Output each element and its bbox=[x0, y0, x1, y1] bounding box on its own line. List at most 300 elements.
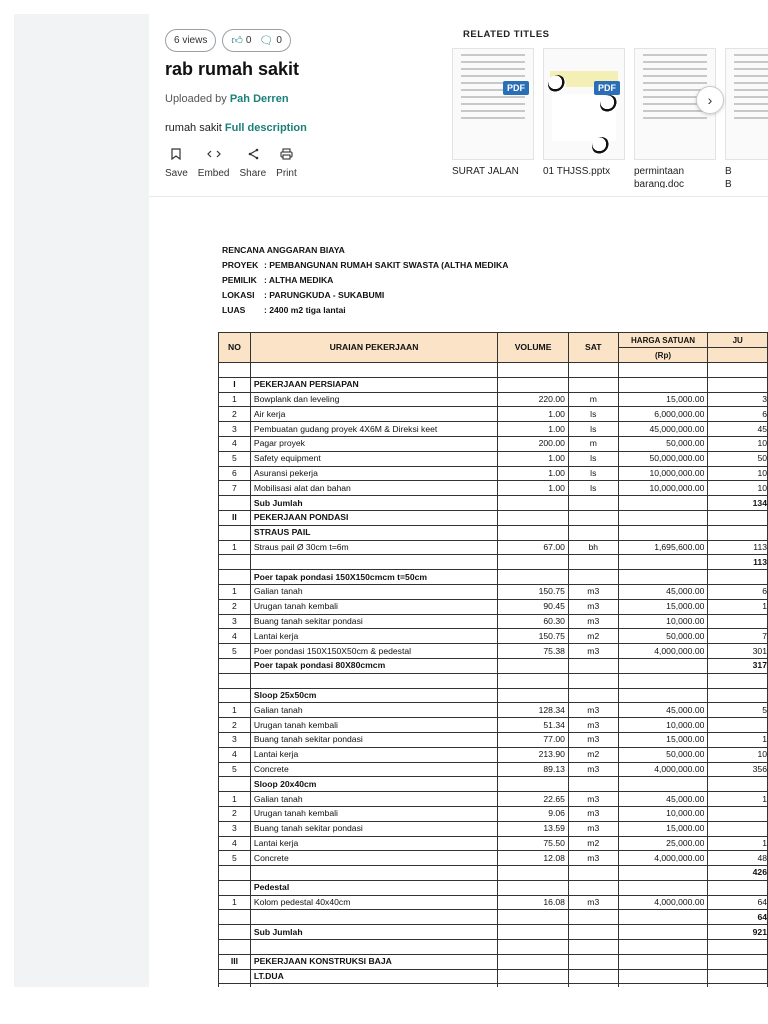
row-total: 921 bbox=[708, 925, 768, 940]
uploader-line bbox=[165, 93, 289, 105]
description-text: rumah sakit bbox=[165, 122, 222, 134]
sheet-heading: RENCANA ANGGARAN BIAYA bbox=[222, 245, 345, 255]
table-row bbox=[219, 392, 768, 407]
row-no: 5 bbox=[219, 451, 251, 466]
row-unit: m3 bbox=[568, 806, 618, 821]
row-no bbox=[219, 673, 251, 688]
row-unit-price bbox=[618, 866, 708, 881]
row-description: PEKERJAAN PERSIAPAN bbox=[250, 377, 497, 392]
row-unit-price: 25,000.00 bbox=[618, 836, 708, 851]
row-unit bbox=[568, 777, 618, 792]
row-volume: 51.34 bbox=[498, 718, 569, 733]
row-description: Sub Jumlah bbox=[250, 925, 497, 940]
thumbs-up-icon[interactable]: 👍︎ bbox=[231, 35, 243, 47]
share-button[interactable] bbox=[239, 148, 266, 179]
table-row bbox=[219, 555, 768, 570]
row-total bbox=[708, 688, 768, 703]
row-unit-price: 4,000,000.00 bbox=[618, 851, 708, 866]
row-unit: m3 bbox=[568, 732, 618, 747]
row-no bbox=[219, 880, 251, 895]
row-unit: m3 bbox=[568, 614, 618, 629]
meta-value: : PEMBANGUNAN RUMAH SAKIT SWASTA (ALTHA MEDIKA bbox=[264, 260, 509, 270]
row-unit-price bbox=[618, 984, 708, 987]
row-unit bbox=[568, 940, 618, 955]
row-description: Poer tapak pondasi 150X150cmcm t=50cm bbox=[250, 570, 497, 585]
row-unit: m3 bbox=[568, 718, 618, 733]
row-unit-price bbox=[618, 954, 708, 969]
related-item[interactable] bbox=[452, 48, 534, 178]
col-sat-header: SAT bbox=[568, 333, 618, 363]
row-unit-price bbox=[618, 658, 708, 673]
row-total: 45 bbox=[708, 422, 768, 437]
row-total: 113 bbox=[708, 540, 768, 555]
carousel-next-button[interactable] bbox=[696, 86, 724, 114]
comment-icon[interactable]: 🗨︎ bbox=[259, 35, 274, 47]
meta-key: PEMILIK bbox=[222, 275, 257, 285]
row-total: 5 bbox=[708, 703, 768, 718]
row-no: 1 bbox=[219, 540, 251, 555]
row-unit-price bbox=[618, 940, 708, 955]
row-no: 4 bbox=[219, 436, 251, 451]
row-description: Urugan tanah kembali bbox=[250, 718, 497, 733]
caption-line-2: barang.doc bbox=[634, 179, 685, 188]
row-total: 64 bbox=[708, 910, 768, 925]
row-volume: 1.00 bbox=[498, 451, 569, 466]
row-unit bbox=[568, 658, 618, 673]
row-volume: 1.00 bbox=[498, 481, 569, 496]
table-row bbox=[219, 836, 768, 851]
embed-label: Embed bbox=[197, 168, 230, 179]
row-unit-price: 15,000.00 bbox=[618, 821, 708, 836]
code-icon bbox=[207, 148, 221, 164]
row-description: Air kerja bbox=[250, 407, 497, 422]
row-no bbox=[219, 658, 251, 673]
caption-line-2: B bbox=[725, 179, 732, 188]
row-total bbox=[708, 570, 768, 585]
row-no bbox=[219, 570, 251, 585]
row-volume bbox=[498, 525, 569, 540]
row-unit: m3 bbox=[568, 792, 618, 807]
comments-count: 0 bbox=[276, 35, 282, 46]
row-unit: m3 bbox=[568, 762, 618, 777]
row-unit: ls bbox=[568, 466, 618, 481]
row-description: Galian tanah bbox=[250, 703, 497, 718]
row-no: 3 bbox=[219, 614, 251, 629]
row-description: Mobilisasi alat dan bahan bbox=[250, 481, 497, 496]
table-row bbox=[219, 540, 768, 555]
row-volume: 90.45 bbox=[498, 599, 569, 614]
pdf-badge: PDF bbox=[594, 81, 620, 95]
row-description: Pedestal bbox=[250, 880, 497, 895]
print-button[interactable] bbox=[276, 148, 297, 179]
row-total: 134 bbox=[708, 496, 768, 511]
table-row bbox=[219, 599, 768, 614]
row-unit bbox=[568, 969, 618, 984]
row-total: 317 bbox=[708, 658, 768, 673]
row-description: Safety equipment bbox=[250, 451, 497, 466]
row-unit: m3 bbox=[568, 895, 618, 910]
row-no: 1 bbox=[219, 895, 251, 910]
row-unit-price: 15,000.00 bbox=[618, 392, 708, 407]
row-no bbox=[219, 984, 251, 987]
row-volume: 213.90 bbox=[498, 747, 569, 762]
save-label: Save bbox=[165, 168, 188, 179]
row-description: Galian tanah bbox=[250, 584, 497, 599]
row-total: 1 bbox=[708, 836, 768, 851]
description-line bbox=[165, 122, 307, 134]
row-description: Lantai kerja bbox=[250, 747, 497, 762]
row-total: 6 bbox=[708, 407, 768, 422]
related-caption[interactable]: SURAT JALAN bbox=[452, 166, 519, 177]
row-unit bbox=[568, 555, 618, 570]
related-caption[interactable]: 01 THJSS.pptx bbox=[543, 166, 611, 177]
row-unit-price bbox=[618, 910, 708, 925]
meta-row bbox=[222, 258, 508, 273]
row-volume: 128.34 bbox=[498, 703, 569, 718]
related-item[interactable] bbox=[634, 48, 716, 188]
row-total: 50 bbox=[708, 451, 768, 466]
table-row bbox=[219, 910, 768, 925]
table-row bbox=[219, 466, 768, 481]
row-unit bbox=[568, 363, 618, 378]
table-row bbox=[219, 644, 768, 659]
row-volume: 150.75 bbox=[498, 629, 569, 644]
row-unit bbox=[568, 984, 618, 987]
row-volume: 12.08 bbox=[498, 851, 569, 866]
row-description: Asuransi pekerja bbox=[250, 466, 497, 481]
row-unit-price bbox=[618, 925, 708, 940]
row-unit: m bbox=[568, 436, 618, 451]
table-row bbox=[219, 747, 768, 762]
row-no: 1 bbox=[219, 792, 251, 807]
row-unit-price bbox=[618, 969, 708, 984]
row-total: 48 bbox=[708, 851, 768, 866]
table-row bbox=[219, 481, 768, 496]
table-row bbox=[219, 584, 768, 599]
table-row bbox=[219, 792, 768, 807]
row-description: Buang tanah sekitar pondasi bbox=[250, 732, 497, 747]
row-total: 1 bbox=[708, 599, 768, 614]
row-volume: 1.00 bbox=[498, 466, 569, 481]
row-unit-price: 10,000,000.00 bbox=[618, 481, 708, 496]
row-unit bbox=[568, 525, 618, 540]
row-volume: 16.08 bbox=[498, 895, 569, 910]
row-total: 1 bbox=[708, 792, 768, 807]
row-unit bbox=[568, 954, 618, 969]
row-description: Galian tanah bbox=[250, 792, 497, 807]
row-unit-price: 45,000,000.00 bbox=[618, 422, 708, 437]
related-item[interactable] bbox=[543, 48, 625, 178]
row-no: 4 bbox=[219, 836, 251, 851]
row-unit-price: 50,000.00 bbox=[618, 747, 708, 762]
row-total: 10 bbox=[708, 436, 768, 451]
row-unit-price: 1,695,600.00 bbox=[618, 540, 708, 555]
row-unit-price bbox=[618, 880, 708, 895]
row-total bbox=[708, 363, 768, 378]
row-volume bbox=[498, 866, 569, 881]
top-margin bbox=[14, 0, 768, 14]
row-description: Buang tanah sekitar pondasi bbox=[250, 821, 497, 836]
row-volume bbox=[498, 658, 569, 673]
row-description bbox=[250, 866, 497, 881]
row-volume bbox=[498, 954, 569, 969]
table-row bbox=[219, 688, 768, 703]
table-row bbox=[219, 525, 768, 540]
row-unit-price: 4,000,000.00 bbox=[618, 762, 708, 777]
row-total bbox=[708, 821, 768, 836]
soccer-ball-icon bbox=[548, 75, 566, 93]
row-description: Pagar proyek bbox=[250, 436, 497, 451]
related-thumbnail[interactable] bbox=[725, 48, 768, 160]
row-volume bbox=[498, 570, 569, 585]
row-description bbox=[250, 363, 497, 378]
meta-row bbox=[222, 273, 508, 288]
row-total bbox=[708, 718, 768, 733]
table-row bbox=[219, 954, 768, 969]
row-volume: 89.13 bbox=[498, 762, 569, 777]
row-unit-price bbox=[618, 555, 708, 570]
row-volume: 22.65 bbox=[498, 792, 569, 807]
row-unit-price: 10,000.00 bbox=[618, 806, 708, 821]
table-row bbox=[219, 984, 768, 987]
print-label: Print bbox=[276, 168, 297, 179]
views-count: 6 views bbox=[174, 35, 208, 46]
row-description: Lantai kerja bbox=[250, 629, 497, 644]
table-row bbox=[219, 377, 768, 392]
row-description: Poer tapak pondasi 80X80cmcm bbox=[250, 658, 497, 673]
row-description bbox=[250, 673, 497, 688]
rating-badge[interactable] bbox=[222, 29, 291, 52]
row-description: Buang tanah sekitar pondasi bbox=[250, 614, 497, 629]
row-total: 301 bbox=[708, 644, 768, 659]
row-volume bbox=[498, 688, 569, 703]
row-unit-price: 10,000.00 bbox=[618, 614, 708, 629]
row-volume bbox=[498, 673, 569, 688]
row-volume bbox=[498, 496, 569, 511]
row-volume bbox=[498, 510, 569, 525]
row-volume: 75.38 bbox=[498, 644, 569, 659]
table-row bbox=[219, 925, 768, 940]
row-unit bbox=[568, 377, 618, 392]
row-total bbox=[708, 880, 768, 895]
col-no-header: NO bbox=[219, 333, 251, 363]
row-no: 1 bbox=[219, 703, 251, 718]
row-description bbox=[250, 940, 497, 955]
meta-value: : ALTHA MEDIKA bbox=[264, 275, 334, 285]
row-no: 5 bbox=[219, 644, 251, 659]
table-row bbox=[219, 940, 768, 955]
col-harga-subheader: (Rp) bbox=[618, 348, 708, 363]
row-volume bbox=[498, 363, 569, 378]
row-unit-price: 4,000,000.00 bbox=[618, 644, 708, 659]
author-link[interactable]: Pah Derren bbox=[229, 93, 289, 105]
row-unit-price bbox=[618, 673, 708, 688]
related-item[interactable] bbox=[725, 48, 768, 188]
pdf-badge: PDF bbox=[503, 81, 529, 95]
row-no: 3 bbox=[219, 732, 251, 747]
row-unit bbox=[568, 673, 618, 688]
row-description: Bowplank dan leveling bbox=[250, 392, 497, 407]
row-unit bbox=[568, 688, 618, 703]
row-total: 113 bbox=[708, 555, 768, 570]
table-row bbox=[219, 422, 768, 437]
row-no: 1 bbox=[219, 584, 251, 599]
row-no bbox=[219, 688, 251, 703]
row-no: 7 bbox=[219, 481, 251, 496]
related-titles-heading: RELATED TITLES bbox=[463, 29, 550, 40]
row-unit bbox=[568, 866, 618, 881]
row-description: Concrete bbox=[250, 762, 497, 777]
row-volume: 13.59 bbox=[498, 821, 569, 836]
row-unit-price: 4,000,000.00 bbox=[618, 895, 708, 910]
row-total: 426 bbox=[708, 866, 768, 881]
row-no: 2 bbox=[219, 718, 251, 733]
meta-value: : PARUNGKUDA - SUKABUMI bbox=[264, 290, 385, 300]
row-no: 4 bbox=[219, 747, 251, 762]
row-unit: m3 bbox=[568, 599, 618, 614]
row-total: 64 bbox=[708, 895, 768, 910]
row-total: 7 bbox=[708, 629, 768, 644]
row-unit-price bbox=[618, 777, 708, 792]
meta-key: PROYEK bbox=[222, 260, 259, 270]
row-total bbox=[708, 984, 768, 987]
table-row bbox=[219, 880, 768, 895]
row-unit: m bbox=[568, 392, 618, 407]
table-row bbox=[219, 658, 768, 673]
row-unit: m3 bbox=[568, 644, 618, 659]
row-unit-price: 15,000.00 bbox=[618, 599, 708, 614]
related-caption[interactable] bbox=[634, 165, 716, 188]
meta-row bbox=[222, 303, 508, 318]
row-no: 5 bbox=[219, 851, 251, 866]
stats-row bbox=[165, 29, 291, 52]
table-row bbox=[219, 866, 768, 881]
embed-button[interactable] bbox=[198, 148, 230, 179]
table-row bbox=[219, 570, 768, 585]
row-no: 6 bbox=[219, 466, 251, 481]
row-description: Pembuatan gudang proyek 4X6M & Direksi keet bbox=[250, 422, 497, 437]
row-unit-price: 10,000,000.00 bbox=[618, 466, 708, 481]
table-row bbox=[219, 673, 768, 688]
row-total bbox=[708, 377, 768, 392]
row-unit bbox=[568, 510, 618, 525]
table-row bbox=[219, 629, 768, 644]
row-description: STRAUS PAIL bbox=[250, 525, 497, 540]
row-description: Sloop 25x50cm bbox=[250, 688, 497, 703]
row-volume: 200.00 bbox=[498, 436, 569, 451]
table-row bbox=[219, 806, 768, 821]
save-button[interactable] bbox=[165, 148, 188, 179]
table-row bbox=[219, 851, 768, 866]
row-unit-price: 45,000.00 bbox=[618, 703, 708, 718]
row-unit-price bbox=[618, 496, 708, 511]
caption-line-1: permintaan bbox=[634, 166, 685, 177]
row-no: 2 bbox=[219, 599, 251, 614]
table-row bbox=[219, 614, 768, 629]
uploaded-by-label: Uploaded by bbox=[165, 93, 227, 105]
row-description: Straus pail Ø 30cm t=6m bbox=[250, 540, 497, 555]
row-unit bbox=[568, 496, 618, 511]
row-total bbox=[708, 969, 768, 984]
row-volume bbox=[498, 880, 569, 895]
related-thumbnail[interactable] bbox=[543, 48, 625, 160]
row-unit: m3 bbox=[568, 584, 618, 599]
row-unit-price bbox=[618, 510, 708, 525]
share-icon bbox=[247, 148, 259, 164]
row-unit: ls bbox=[568, 451, 618, 466]
page-title: rab rumah sakit bbox=[165, 59, 300, 79]
row-no bbox=[219, 496, 251, 511]
row-unit: m3 bbox=[568, 821, 618, 836]
row-unit-price bbox=[618, 525, 708, 540]
table-row bbox=[219, 732, 768, 747]
row-no: 3 bbox=[219, 422, 251, 437]
row-unit-price: 6,000,000.00 bbox=[618, 407, 708, 422]
share-label: Share bbox=[239, 168, 267, 179]
row-total: 356 bbox=[708, 762, 768, 777]
row-unit bbox=[568, 570, 618, 585]
row-unit-price: 50,000.00 bbox=[618, 436, 708, 451]
row-total bbox=[708, 510, 768, 525]
row-description: PEKERJAAN PONDASI bbox=[250, 510, 497, 525]
row-volume bbox=[498, 555, 569, 570]
action-bar bbox=[165, 148, 307, 179]
table-row bbox=[219, 777, 768, 792]
row-volume bbox=[498, 910, 569, 925]
row-unit: m3 bbox=[568, 703, 618, 718]
row-total bbox=[708, 777, 768, 792]
row-volume: 60.30 bbox=[498, 614, 569, 629]
print-icon bbox=[280, 148, 293, 164]
table-row bbox=[219, 703, 768, 718]
bookmark-icon bbox=[171, 148, 181, 164]
row-description: Urugan tanah kembali bbox=[250, 806, 497, 821]
row-total: 1 bbox=[708, 732, 768, 747]
table-row bbox=[219, 969, 768, 984]
row-no: 4 bbox=[219, 629, 251, 644]
row-description: Concrete bbox=[250, 851, 497, 866]
row-volume: 1.00 bbox=[498, 407, 569, 422]
meta-row bbox=[222, 288, 508, 303]
row-total: 3 bbox=[708, 392, 768, 407]
row-volume: 75.50 bbox=[498, 836, 569, 851]
row-unit: ls bbox=[568, 407, 618, 422]
row-unit-price bbox=[618, 688, 708, 703]
row-unit-price: 15,000.00 bbox=[618, 732, 708, 747]
related-thumbnail[interactable] bbox=[452, 48, 534, 160]
table-row bbox=[219, 496, 768, 511]
row-total: 6 bbox=[708, 584, 768, 599]
row-volume bbox=[498, 984, 569, 987]
related-caption[interactable] bbox=[725, 165, 768, 188]
col-volume-header: VOLUME bbox=[498, 333, 569, 363]
table-row bbox=[219, 762, 768, 777]
row-unit: m2 bbox=[568, 836, 618, 851]
row-no: II bbox=[219, 510, 251, 525]
row-volume: 9.06 bbox=[498, 806, 569, 821]
row-no: 5 bbox=[219, 762, 251, 777]
row-no bbox=[219, 925, 251, 940]
col-jumlah-subheader bbox=[708, 348, 768, 363]
budget-table-body bbox=[219, 363, 768, 988]
row-total bbox=[708, 673, 768, 688]
budget-table bbox=[218, 332, 768, 987]
row-volume bbox=[498, 969, 569, 984]
row-unit: m3 bbox=[568, 851, 618, 866]
row-no bbox=[219, 525, 251, 540]
full-description-link[interactable]: Full description bbox=[224, 122, 307, 134]
meta-key: LUAS bbox=[222, 305, 246, 315]
